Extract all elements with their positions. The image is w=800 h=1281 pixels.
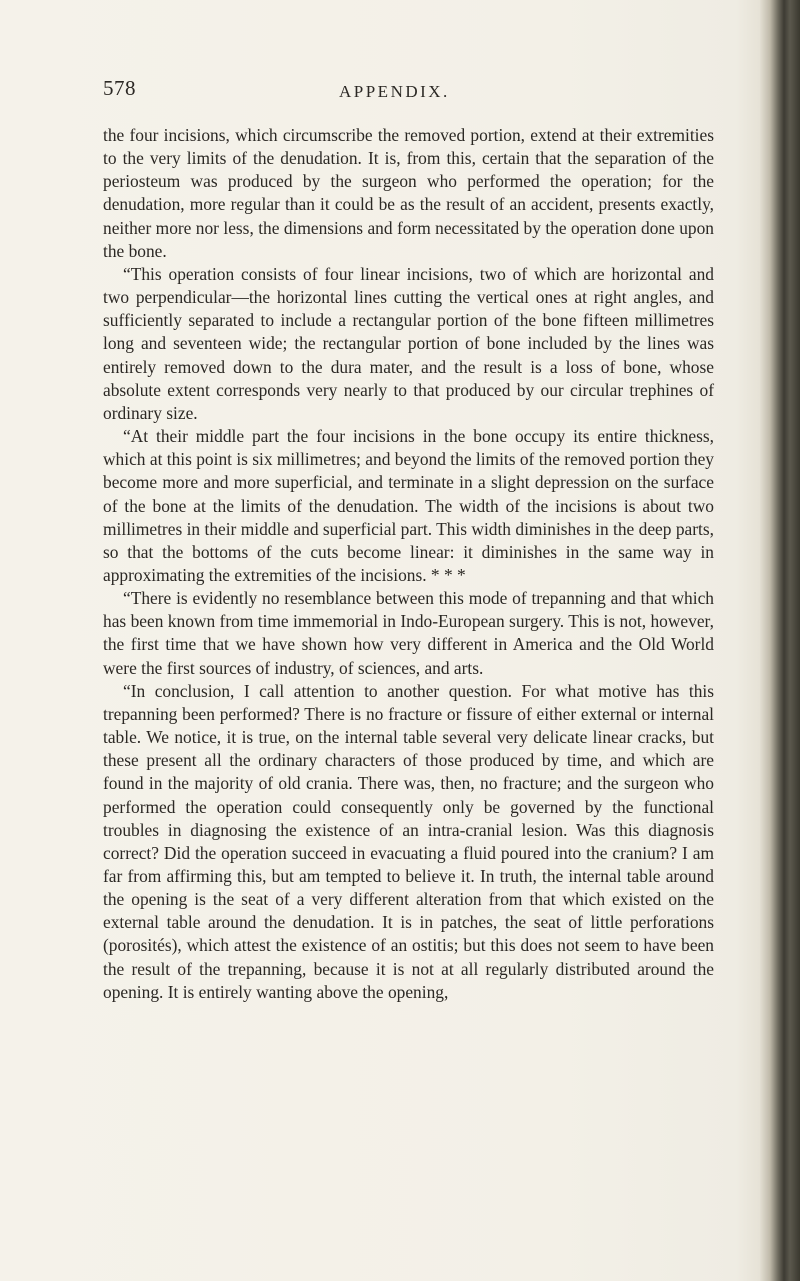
paragraph: “There is evidently no resemblance between this mode of trepanning and that which has been known from time immemorial in Indo-European surgery. This is not, however, the first time that we have shown how very different in America and the Old World were the first sources of industry, of sciences, and arts. xyxy=(103,588,714,678)
paragraph: “In conclusion, I call attention to another question. For what motive has this trepanning been performed? There is no fracture or fissure of either external or internal table. We notice, it is true, on the internal table several very delicate linear cracks, but these present all the ordinary characters of those produced by time, and which are found in the majority of old crania. There was, then, no fracture; and the surgeon who performed the operation could consequently only be governed by the functional troubles in diagnosing the existence of an intra-cranial lesion. Was this diagnosis correct? Did the operation succeed in evacuating a fluid poured into the cranium? I am far from affirming this, but am tempted to believe it. In truth, the internal table around the opening is the seat of a very different alteration from that which existed on the external table around the denudation. It is in patches, the seat of little perforations (porosités), which attest the existence of an ostitis; but this does not seem to have been the result of the trepanning, because it is not at all regularly distributed around the opening. It is entirely wanting above the opening, xyxy=(103,680,714,1002)
paragraph: “This operation consists of four linear incisions, two of which are horizontal and two perpendicular—the horizontal lines cutting the vertical ones at right angles, and sufficiently separated to include a rectangular portion of the bone fifteen millimetres long and seventeen wide; the rectangular portion of bone included by the lines was entirely removed down to the dura mater, and the result is a loss of bone, whose absolute extent corresponds very nearly to that produced by our circular trephines of ordinary size. xyxy=(103,263,714,423)
paragraph: the four incisions, which circumscribe the removed portion, extend at their extremities to the very limits of the denudation. It is, from this, certain that the separation of the periosteum was produced by the surgeon who performed the operation; for the denudation, more regular than it could be as the result of an accident, presents exactly, neither more nor less, the dimensions and form necessitated by the operation done upon the bone. xyxy=(103,125,714,261)
page-header xyxy=(103,76,713,106)
page-number: 578 xyxy=(103,76,136,100)
body-text xyxy=(103,124,714,1004)
paragraph: “At their middle part the four incisions in the bone occupy its entire thickness, which at this point is six millimetres; and beyond the limits of the removed portion they become more and more superficial, and terminate in a slight depression on the surface of the bone at the limits of the denudation. The width of the incisions is about two millimetres in their middle and superficial part. This width diminishes in the deep parts, so that the bottoms of the cuts become linear: it diminishes in the same way in approximating the extremities of the incisions. * * * xyxy=(103,426,714,585)
running-head: APPENDIX. xyxy=(339,82,450,101)
page-edge-shadow xyxy=(760,0,800,1281)
